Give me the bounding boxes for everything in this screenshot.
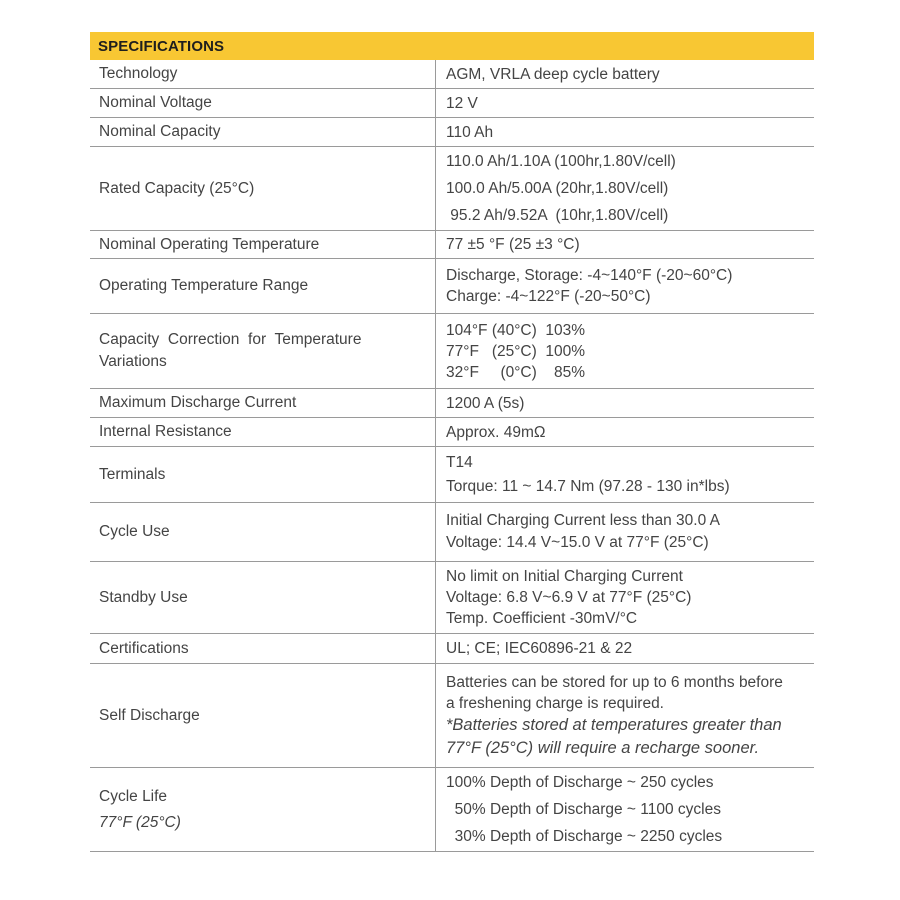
row-label: Standby Use bbox=[99, 588, 188, 606]
row-value: 77 ±5 °F (25 ±3 °C) bbox=[446, 236, 580, 253]
row-value: a freshening charge is required. bbox=[446, 694, 664, 712]
row-technology bbox=[90, 60, 814, 89]
row-label-sub: 77°F (25°C) bbox=[99, 813, 181, 831]
value-cell bbox=[436, 447, 814, 502]
label-cell bbox=[90, 259, 436, 313]
row-value: 110 Ah bbox=[446, 123, 494, 141]
row-maximum-discharge-current bbox=[90, 389, 814, 418]
row-value: T14 bbox=[446, 453, 473, 471]
row-nominal-voltage bbox=[90, 89, 814, 118]
row-internal-resistance bbox=[90, 418, 814, 447]
row-value: Torque: 11 ~ 14.7 Nm (97.28 - 130 in*lbs) bbox=[446, 477, 730, 495]
value-cell bbox=[436, 259, 814, 313]
row-label: Nominal Operating Temperature bbox=[99, 235, 320, 253]
label-cell bbox=[90, 231, 436, 258]
row-value: Approx. 49mΩ bbox=[446, 423, 546, 441]
label-cell bbox=[90, 447, 436, 502]
row-label: Terminals bbox=[99, 465, 166, 483]
row-certifications bbox=[90, 634, 814, 664]
row-value: 104°F (40°C) 103% bbox=[446, 321, 586, 339]
label-cell bbox=[90, 389, 436, 417]
row-standby-use bbox=[90, 562, 814, 634]
row-label: Variations bbox=[99, 353, 167, 370]
label-cell bbox=[90, 314, 436, 388]
row-cycle-use bbox=[90, 503, 814, 562]
row-value: 110.0 Ah/1.10A (100hr,1.80V/cell) bbox=[446, 153, 676, 170]
row-value: 1200 A (5s) bbox=[446, 394, 525, 412]
label-cell bbox=[90, 60, 436, 88]
row-note: 77°F (25°C) will require a recharge sooner. bbox=[446, 738, 760, 757]
row-label: Rated Capacity (25°C) bbox=[99, 179, 255, 197]
row-label: Maximum Discharge Current bbox=[99, 394, 297, 411]
value-cell bbox=[436, 231, 814, 258]
specifications-title: SPECIFICATIONS bbox=[98, 37, 225, 55]
row-value: 30% Depth of Discharge ~ 2250 cycles bbox=[446, 828, 723, 845]
label-cell bbox=[90, 768, 436, 851]
row-nominal-capacity bbox=[90, 118, 814, 147]
row-label: Operating Temperature Range bbox=[99, 277, 309, 294]
row-label: Nominal Capacity bbox=[99, 123, 221, 140]
label-cell bbox=[90, 147, 436, 230]
value-cell bbox=[436, 118, 814, 146]
row-value: Batteries can be stored for up to 6 months before bbox=[446, 673, 783, 691]
row-value: UL; CE; IEC60896-21 & 22 bbox=[446, 640, 633, 657]
row-value: Voltage: 14.4 V~15.0 V at 77°F (25°C) bbox=[446, 534, 709, 551]
row-label: Technology bbox=[99, 65, 178, 82]
value-cell bbox=[436, 60, 814, 88]
row-value: Charge: -4~122°F (-20~50°C) bbox=[446, 288, 651, 305]
row-value: 50% Depth of Discharge ~ 1100 cycles bbox=[446, 801, 721, 818]
value-cell bbox=[436, 418, 814, 446]
row-label: Nominal Voltage bbox=[99, 94, 212, 111]
row-label: Capacity Correction for Temperature bbox=[99, 331, 362, 348]
row-value: 95.2 Ah/9.52A (10hr,1.80V/cell) bbox=[446, 207, 669, 224]
row-label: Cycle Use bbox=[99, 523, 170, 540]
row-value: Voltage: 6.8 V~6.9 V at 77°F (25°C) bbox=[446, 589, 692, 606]
row-value: No limit on Initial Charging Current bbox=[446, 568, 683, 585]
specifications-header bbox=[90, 32, 814, 60]
row-nominal-operating-temperature bbox=[90, 231, 814, 259]
row-value: 12 V bbox=[446, 94, 478, 112]
row-value: 100% Depth of Discharge ~ 250 cycles bbox=[446, 774, 714, 791]
label-cell bbox=[90, 562, 436, 633]
row-operating-temperature-range bbox=[90, 259, 814, 314]
row-value: AGM, VRLA deep cycle battery bbox=[446, 65, 660, 83]
label-cell bbox=[90, 118, 436, 146]
row-value: 32°F (0°C) 85% bbox=[446, 363, 586, 381]
row-note: *Batteries stored at temperatures greater than bbox=[446, 715, 782, 734]
row-capacity-correction bbox=[90, 314, 814, 389]
row-label: Internal Resistance bbox=[99, 423, 232, 440]
row-value: Discharge, Storage: -4~140°F (-20~60°C) bbox=[446, 267, 733, 284]
value-cell bbox=[436, 389, 814, 417]
row-value: Initial Charging Current less than 30.0 A bbox=[446, 512, 720, 529]
value-cell bbox=[436, 89, 814, 117]
row-self-discharge bbox=[90, 664, 814, 768]
value-cell bbox=[436, 147, 814, 230]
value-cell bbox=[436, 664, 814, 767]
label-cell bbox=[90, 418, 436, 446]
label-cell bbox=[90, 503, 436, 561]
row-value: 77°F (25°C) 100% bbox=[446, 342, 586, 360]
row-terminals bbox=[90, 447, 814, 503]
label-cell bbox=[90, 634, 436, 663]
value-cell bbox=[436, 503, 814, 561]
row-cycle-life bbox=[90, 768, 814, 852]
label-cell bbox=[90, 89, 436, 117]
label-cell bbox=[90, 664, 436, 767]
value-cell bbox=[436, 768, 814, 851]
row-label: Self Discharge bbox=[99, 706, 200, 724]
value-cell bbox=[436, 314, 814, 388]
row-label: Cycle Life bbox=[99, 787, 168, 805]
row-label: Certifications bbox=[99, 639, 189, 657]
value-cell bbox=[436, 562, 814, 633]
row-value: 100.0 Ah/5.00A (20hr,1.80V/cell) bbox=[446, 180, 669, 197]
value-cell bbox=[436, 634, 814, 663]
row-rated-capacity bbox=[90, 147, 814, 231]
specifications-table bbox=[90, 32, 814, 852]
row-value: Temp. Coefficient -30mV/°C bbox=[446, 610, 638, 627]
